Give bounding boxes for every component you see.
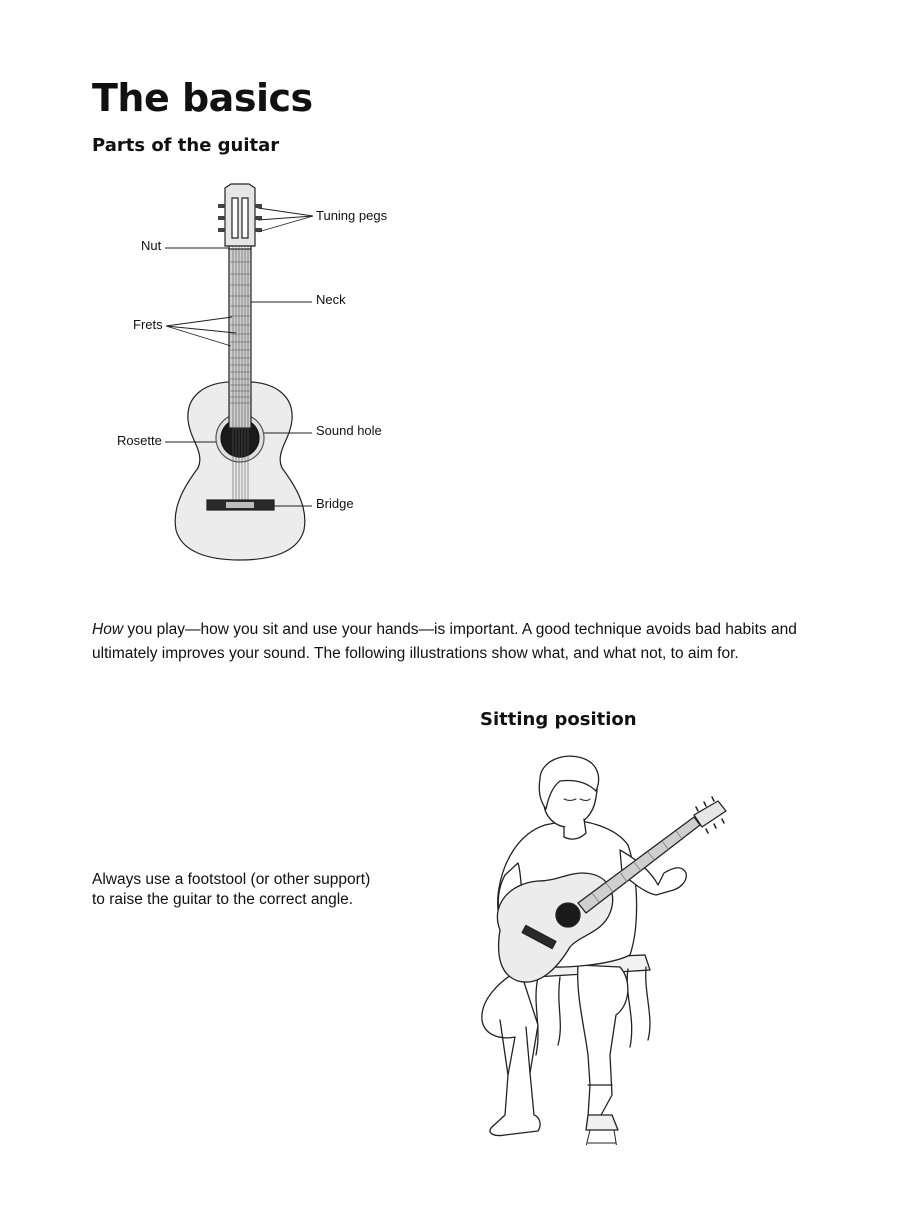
section-heading-parts: Parts of the guitar bbox=[92, 135, 280, 156]
footstool-note bbox=[92, 870, 392, 910]
footstool-note-line1: Always use a footstool (or other support) bbox=[92, 871, 371, 888]
guitar-parts-diagram bbox=[0, 170, 460, 570]
intro-emphasis: How bbox=[92, 621, 124, 638]
label-rosette: Rosette bbox=[117, 433, 162, 448]
page-title: The basics bbox=[92, 76, 313, 120]
label-tuning-pegs: Tuning pegs bbox=[316, 208, 388, 223]
label-frets: Frets bbox=[133, 317, 163, 332]
section-heading-sitting: Sitting position bbox=[480, 709, 637, 730]
footstool-note-line2: to raise the guitar to the correct angle. bbox=[92, 891, 354, 908]
label-sound-hole: Sound hole bbox=[316, 423, 382, 438]
intro-text: you play—how you sit and use your hands—is important. A good technique avoids bad habits and ultimately improves your sound. The following illustrations show what, and what not, to aim for. bbox=[92, 621, 797, 662]
label-bridge: Bridge bbox=[316, 496, 354, 511]
guitar-illustration bbox=[175, 184, 305, 560]
label-neck: Neck bbox=[316, 292, 346, 307]
sitting-position-illustration bbox=[460, 755, 750, 1145]
intro-paragraph bbox=[92, 618, 832, 666]
label-nut: Nut bbox=[141, 238, 162, 253]
